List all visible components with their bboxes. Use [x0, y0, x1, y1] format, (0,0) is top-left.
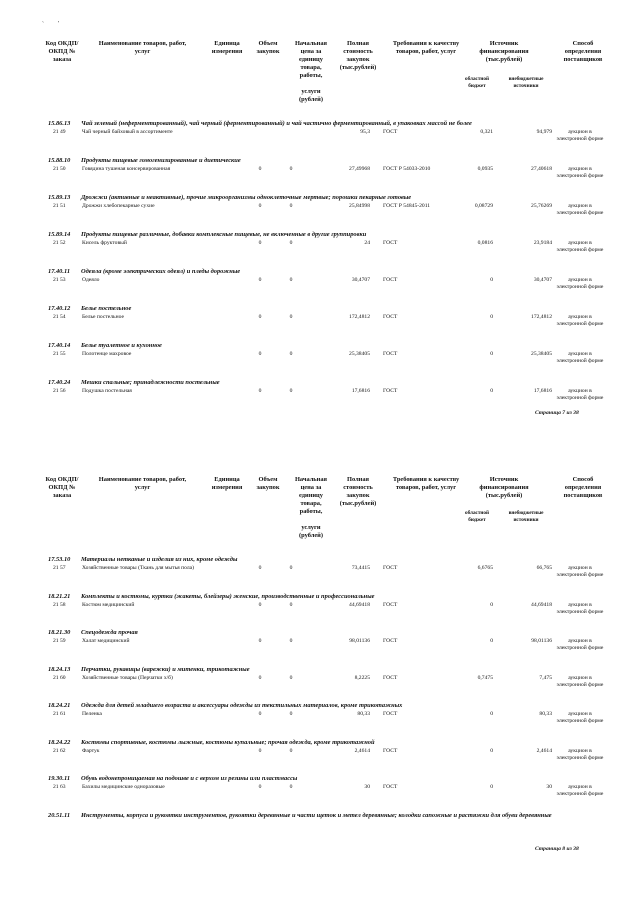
- category-title: Инструменты, корпуса и рукоятки инструментов, рукоятки деревянные и части щеток и метел деревянные; колодки сапожные и растяжки для обуви деревянные: [81, 811, 552, 819]
- volume-cell: 0: [289, 747, 293, 754]
- quality-req: ГОСТ: [383, 674, 398, 681]
- quality-req: ГОСТ: [383, 638, 398, 644]
- item-name: Подушка постельная: [82, 388, 132, 394]
- col-header-volume: Объем закупок: [256, 40, 280, 55]
- extrabudget: 7,475: [539, 674, 552, 681]
- regional-budget: 0,0816: [477, 240, 493, 246]
- category-title: Белье туалетное и кухонное: [81, 342, 162, 349]
- scan-mark: ': [58, 21, 60, 27]
- col-header-unit: Единица измерения: [211, 40, 243, 55]
- order-number: 21 57: [53, 565, 66, 571]
- quality-req: ГОСТ: [383, 784, 398, 790]
- order-number: 21 52: [53, 240, 66, 246]
- col-header-unit: Единица измерения: [211, 476, 243, 491]
- table-row: [0, 675, 640, 703]
- table-row: [0, 748, 640, 776]
- procurement-method: аукцион в электронной форме: [556, 240, 604, 254]
- extrabudget: 27,40618: [531, 166, 552, 172]
- item-name: Хозяйственные товары (Ткань для мытья пола): [82, 565, 195, 571]
- col-header-regional: областной бюджет: [465, 76, 489, 89]
- category-code: 20.51.11: [48, 811, 71, 819]
- unit-cell: 0: [258, 565, 262, 571]
- category-title: Чай зеленый (неферментированный), чай черный (ферментированный) и чай частично ферментированный, в упаковках массой не более: [81, 120, 472, 127]
- unit-cell: 0: [258, 784, 262, 790]
- col-header-volume: Объем закупок: [256, 476, 280, 491]
- col-header-total: Полная стоимость закупок (тыс.рублей): [339, 476, 377, 507]
- order-number: 21 60: [53, 674, 66, 681]
- col-header-method: Способ определения поставщиков: [563, 476, 603, 499]
- category-code: 15.89.14: [48, 231, 71, 238]
- total-cost: 95,3: [360, 129, 370, 135]
- extrabudget: 98,01136: [531, 638, 552, 644]
- volume-cell: 0: [289, 565, 293, 571]
- total-cost: 8,2225: [354, 674, 370, 681]
- category-title: Спецодежда прочая: [81, 629, 138, 636]
- category-title: Белье постельное: [81, 305, 132, 312]
- order-number: 21 54: [53, 314, 66, 320]
- unit-cell: 0: [258, 711, 262, 717]
- category-heading: [48, 739, 608, 747]
- volume-cell: 0: [289, 638, 293, 644]
- total-cost: 30,4707: [351, 277, 370, 283]
- col-header-funding: Источник финансирования (тыс.рублей): [479, 40, 529, 63]
- regional-budget: 0: [490, 388, 493, 394]
- extrabudget: 30: [546, 784, 552, 790]
- volume-cell: 0: [289, 240, 293, 246]
- order-number: 21 51: [53, 203, 66, 209]
- total-cost: 27,49968: [349, 166, 370, 172]
- category-code: 15.88.10: [48, 157, 71, 164]
- category-heading: [48, 775, 608, 783]
- extrabudget: 44,69418: [531, 601, 552, 608]
- procurement-method: аукцион в электронной форме: [556, 314, 604, 328]
- category-title: Костюмы спортивные, костюмы лыжные, костюмы купальные; прочая одежда, кроме трикотажной: [81, 738, 375, 746]
- category-heading: [48, 629, 608, 637]
- quality-req: ГОСТ: [383, 711, 398, 717]
- category-code: 18.21.30: [48, 629, 71, 636]
- procurement-method: аукцион в электронной форме: [556, 277, 604, 291]
- volume-cell: 0: [289, 674, 293, 681]
- procurement-method: аукцион в электронной форме: [556, 166, 604, 180]
- category-heading: [48, 812, 608, 820]
- item-name: Одеяло: [82, 277, 100, 283]
- page-footer: Страница 8 из 38: [535, 846, 579, 852]
- order-number: 21 53: [53, 277, 66, 283]
- item-name: Говядина тушеная консервированная: [82, 166, 171, 172]
- category-title: Одеяла (кроме электрических одеял) и пледы дорожные: [81, 268, 241, 275]
- quality-req: ГОСТ: [383, 601, 398, 608]
- item-name: Фартук: [82, 747, 100, 754]
- procurement-method: аукцион в электронной форме: [556, 351, 604, 365]
- total-cost: 80,33: [357, 711, 370, 717]
- regional-budget: 0: [490, 277, 493, 283]
- category-code: 15.89.13: [48, 194, 71, 201]
- order-number: 21 55: [53, 351, 66, 357]
- total-cost: 44,69418: [349, 601, 370, 608]
- col-header-total: Полная стоимость закупок (тыс.рублей): [339, 40, 377, 71]
- col-header-price-text: Начальная цена за единицу товара, работы,: [294, 40, 328, 79]
- category-code: 17.40.24: [48, 379, 71, 386]
- category-title: Обувь водонепроницаемая на подошве и с верхом из резины или пластмассы: [81, 775, 298, 782]
- table-row: [0, 638, 640, 666]
- procurement-method: аукцион в электронной форме: [556, 601, 604, 615]
- category-title: Перчатки, рукавицы (варежки) и митенки, трикотажные: [81, 665, 250, 673]
- total-cost: 2,4614: [354, 747, 370, 754]
- volume-cell: 0: [289, 203, 293, 209]
- extrabudget: 17,6816: [533, 388, 552, 394]
- order-number: 21 61: [53, 711, 66, 717]
- category-code: 17.40.14: [48, 342, 71, 349]
- volume-cell: 0: [289, 784, 293, 790]
- volume-cell: 0: [289, 277, 293, 283]
- total-cost: 172,4812: [349, 314, 370, 320]
- item-name: Хозяйственные товары (Перчатки х/б): [82, 674, 173, 681]
- extrabudget: 172,4812: [531, 314, 552, 320]
- extrabudget: 80,33: [539, 711, 552, 717]
- col-header-regional: областной бюджет: [465, 510, 489, 523]
- item-name: Халат медицинский: [82, 638, 130, 644]
- category-heading: [48, 556, 608, 564]
- regional-budget: 0,7475: [477, 674, 493, 681]
- category-code: 18.24.22: [48, 738, 71, 746]
- order-number: 21 56: [53, 388, 66, 394]
- regional-budget: 6,6765: [477, 565, 493, 571]
- order-number: 21 49: [53, 129, 66, 135]
- table-row: [0, 602, 640, 630]
- col-header-code: Код ОКДП/ ОКПД № заказа: [45, 40, 79, 63]
- regional-budget: 0: [490, 314, 493, 320]
- order-number: 21 58: [53, 601, 66, 608]
- table-row: [0, 784, 640, 812]
- procurement-method: аукцион в электронной форме: [556, 747, 604, 761]
- volume-cell: 0: [289, 314, 293, 320]
- category-code: 18.24.21: [48, 702, 71, 709]
- total-cost: 30: [364, 784, 370, 790]
- regional-budget: 0,321: [480, 129, 493, 135]
- category-title: Комплекты и костюмы, куртки (жакеты, блейзеры) женские, производственные и профессиональные: [81, 592, 375, 600]
- category-title: Продукты пищевые различные, добавки комплексные пищевые, не включенные в другие группировки: [81, 231, 367, 238]
- col-header-price-text: Начальная цена за единицу товара, работы,: [294, 476, 328, 515]
- procurement-method: аукцион в электронной форме: [556, 784, 604, 798]
- category-title: Мешки спальные; принадлежности постельные: [81, 379, 220, 386]
- item-name: Дрожжи хлебопекарные сухие: [82, 203, 155, 209]
- regional-budget: 0,0935: [477, 166, 493, 172]
- col-header-price: [289, 476, 333, 540]
- unit-cell: 0: [258, 388, 262, 394]
- total-cost: 17,6816: [351, 388, 370, 394]
- quality-req: ГОСТ: [383, 314, 398, 320]
- total-cost: 98,01136: [349, 638, 370, 644]
- unit-cell: 0: [258, 601, 262, 608]
- procurement-method: аукцион в электронной форме: [556, 638, 604, 652]
- table-row: [0, 711, 640, 739]
- quality-req: ГОСТ: [383, 351, 398, 357]
- extrabudget: 25,38405: [531, 351, 552, 357]
- col-header-extrabudget: внебюджетные источники: [508, 510, 544, 523]
- volume-cell: 0: [289, 388, 293, 394]
- category-code: 18.21.21: [48, 592, 71, 600]
- extrabudget: 23,9184: [533, 240, 552, 246]
- procurement-method: аукцион в электронной форме: [556, 711, 604, 725]
- volume-cell: 0: [289, 351, 293, 357]
- unit-cell: 0: [258, 747, 262, 754]
- unit-cell: 0: [258, 166, 262, 172]
- regional-budget: 0,08729: [474, 203, 493, 209]
- item-name: Бахилы медицинские одноразовые: [82, 784, 165, 790]
- regional-budget: 0: [490, 784, 493, 790]
- quality-req: ГОСТ Р 54845-2011: [383, 203, 431, 209]
- order-number: 21 62: [53, 747, 66, 754]
- volume-cell: 0: [289, 601, 293, 608]
- procurement-method: аукцион в электронной форме: [556, 674, 604, 688]
- extrabudget: 66,765: [536, 565, 552, 571]
- category-title: Продукты пищевые гомогенизированные и диетические: [81, 157, 241, 164]
- category-heading: [48, 666, 608, 674]
- table-row: [0, 565, 640, 593]
- col-header-name: Наименование товаров, работ, услуг: [98, 476, 187, 491]
- order-number: 21 63: [53, 784, 66, 790]
- unit-cell: 0: [258, 638, 262, 644]
- procurement-method: аукцион в электронной форме: [556, 129, 604, 143]
- category-title: Дрожжи (активные и неактивные), прочие микроорганизмы одноклеточные мертвые; порошки пекарные готовые: [81, 194, 412, 201]
- category-title: Материалы нетканые и изделия из них, кроме одежды: [81, 556, 238, 563]
- page-footer: Страница 7 из 38: [535, 410, 579, 416]
- regional-budget: 0: [490, 638, 493, 644]
- unit-cell: 0: [258, 277, 262, 283]
- unit-cell: 0: [258, 351, 262, 357]
- quality-req: ГОСТ Р 54033-2010: [383, 166, 431, 172]
- category-code: 17.53.10: [48, 556, 71, 563]
- total-cost: 25,38405: [349, 351, 370, 357]
- quality-req: ГОСТ: [383, 277, 398, 283]
- category-title: Одежда для детей младшего возраста и аксессуары одежды из текстильных материалов, кроме трикотажных: [81, 702, 403, 709]
- category-code: 17.40.12: [48, 305, 71, 312]
- category-code: 18.24.13: [48, 665, 71, 673]
- extrabudget: 2,4614: [536, 747, 552, 754]
- category-code: 17.40.11: [48, 268, 71, 275]
- volume-cell: 0: [289, 166, 293, 172]
- procurement-method: аукцион в электронной форме: [556, 565, 604, 579]
- scan-mark: `: [42, 22, 44, 28]
- item-name: Белье постельное: [82, 314, 124, 320]
- total-cost: 24: [364, 240, 370, 246]
- regional-budget: 0: [490, 601, 493, 608]
- volume-cell: 0: [289, 711, 293, 717]
- extrabudget: 25,76269: [531, 203, 552, 209]
- extrabudget: 30,4707: [533, 277, 552, 283]
- total-cost: 73,4415: [351, 565, 370, 571]
- category-heading: [48, 593, 608, 601]
- quality-req: ГОСТ: [383, 747, 398, 754]
- order-number: 21 59: [53, 638, 66, 644]
- procurement-method: аукцион в электронной форме: [556, 388, 604, 402]
- col-header-name: Наименование товаров, работ, услуг: [98, 40, 187, 55]
- category-heading: [48, 702, 608, 710]
- col-header-code: Код ОКДП/ ОКПД № заказа: [45, 476, 79, 499]
- item-name: Полотенце махровое: [82, 351, 132, 357]
- unit-cell: 0: [258, 314, 262, 320]
- col-header-funding: Источник финансирования (тыс.рублей): [479, 476, 529, 499]
- unit-cell: 0: [258, 674, 262, 681]
- item-name: Костюм медицинский: [82, 601, 135, 608]
- col-header-extrabudget: внебюджетные источники: [508, 76, 544, 89]
- col-header-requirements: Требования к качеству товаров, работ, услуг: [392, 40, 460, 55]
- procurement-method: аукцион в электронной форме: [556, 203, 604, 217]
- col-header-services: услуги (рублей): [299, 524, 323, 539]
- total-cost: 25,84998: [349, 203, 370, 209]
- unit-cell: 0: [258, 240, 262, 246]
- quality-req: ГОСТ: [383, 240, 398, 246]
- col-header-method: Способ определения поставщиков: [563, 40, 603, 63]
- item-name: Кисель фруктовый: [82, 240, 127, 246]
- quality-req: ГОСТ: [383, 129, 398, 135]
- col-header-requirements: Требования к качеству товаров, работ, услуг: [392, 476, 460, 491]
- unit-cell: 0: [258, 203, 262, 209]
- category-code: 19.30.11: [48, 775, 71, 782]
- item-name: Пеленка: [82, 711, 102, 717]
- regional-budget: 0: [490, 711, 493, 717]
- quality-req: ГОСТ: [383, 565, 398, 571]
- extrabudget: 94,979: [536, 129, 552, 135]
- col-header-services: услуги (рублей): [299, 88, 323, 103]
- category-code: 15.86.13: [48, 120, 71, 127]
- quality-req: ГОСТ: [383, 388, 398, 394]
- regional-budget: 0: [490, 747, 493, 754]
- item-name: Чай черный байховый в ассортименте: [82, 129, 173, 135]
- regional-budget: 0: [490, 351, 493, 357]
- order-number: 21 50: [53, 166, 66, 172]
